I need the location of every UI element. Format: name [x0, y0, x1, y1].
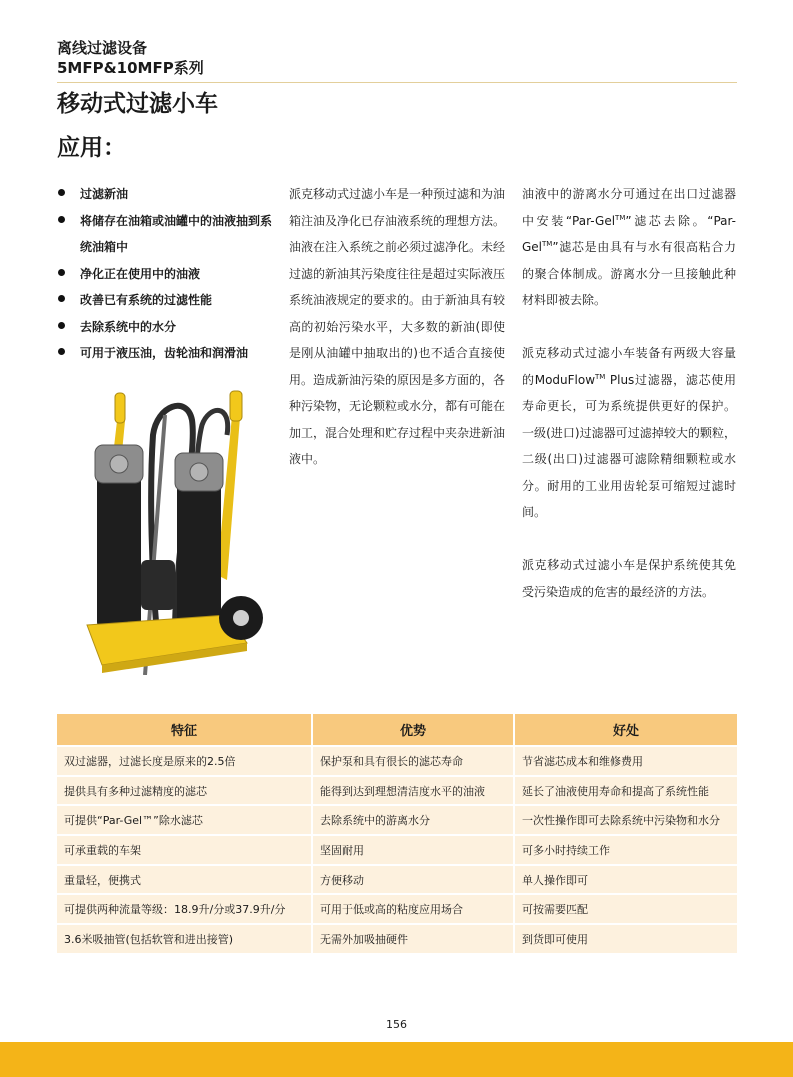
- header-divider: [57, 82, 737, 83]
- table-row: [57, 865, 737, 895]
- table-cell: 到货即可使用: [514, 924, 737, 954]
- column-header: 好处: [514, 714, 737, 746]
- list-item: 将储存在油箱或油罐中的油液抽到系统油箱中: [57, 208, 282, 261]
- table-row: [57, 924, 737, 954]
- header-category: 离线过滤设备: [57, 39, 148, 57]
- section-heading: 应用：: [57, 135, 126, 161]
- table-cell: 能得到达到理想清洁度水平的油液: [312, 776, 514, 806]
- table-cell: 无需外加吸抽硬件: [312, 924, 514, 954]
- details-column: [522, 181, 736, 605]
- table-cell: 保护泵和具有很长的滤芯寿命: [312, 746, 514, 776]
- table-row: [57, 776, 737, 806]
- table-cell: 可多小时持续工作: [514, 835, 737, 865]
- table-row: [57, 805, 737, 835]
- table-row: [57, 835, 737, 865]
- header-series: 5MFP&10MFP系列: [57, 59, 204, 77]
- moduflow-paragraph: 派克移动式过滤小车装备有两级大容量的ModuFlow™ Plus过滤器，滤芯使用寿命更长，可为系统提供更好的保护。一级(进口)过滤器可过滤掉较大的颗粒，二级(出口)过滤器可滤除精细颗粒或水分。耐用的工业用齿轮泵可缩短过滤时间。: [522, 346, 737, 519]
- table-cell: 坚固耐用: [312, 835, 514, 865]
- table-cell: 3.6米吸抽管(包括软管和进出接管): [57, 924, 312, 954]
- page-number: 156: [386, 1018, 407, 1031]
- filter-cart-image: [57, 375, 282, 675]
- table-cell: 双过滤器，过滤长度是原来的2.5倍: [57, 746, 312, 776]
- page-title: 移动式过滤小车: [57, 91, 218, 117]
- table-cell: 可提供两种流量等级：18.9升/分或37.9升/分: [57, 894, 312, 924]
- list-item: 可用于液压油，齿轮油和润滑油: [57, 340, 282, 367]
- list-item: 过滤新油: [57, 181, 282, 208]
- column-header: 特征: [57, 714, 312, 746]
- table-row: [57, 746, 737, 776]
- table-cell: 可按需要匹配: [514, 894, 737, 924]
- list-item: 改善已有系统的过滤性能: [57, 287, 282, 314]
- footer-bar: [0, 1042, 793, 1077]
- application-list: [57, 181, 282, 367]
- table-cell: 提供具有多种过滤精度的滤芯: [57, 776, 312, 806]
- table-cell: 去除系统中的游离水分: [312, 805, 514, 835]
- table-cell: 可用于低或高的粘度应用场合: [312, 894, 514, 924]
- table-cell: 重量轻，便携式: [57, 865, 312, 895]
- list-item: 净化正在使用中的油液: [57, 261, 282, 288]
- summary-paragraph: 派克移动式过滤小车是保护系统使其免受污染造成的危害的最经济的方法。: [522, 558, 736, 599]
- feature-table: [57, 714, 737, 955]
- table-cell: 一次性操作即可去除系统中污染物和水分: [514, 805, 737, 835]
- table-cell: 节省滤芯成本和维修费用: [514, 746, 737, 776]
- table-cell: 可提供“Par-Gel™”除水滤芯: [57, 805, 312, 835]
- table-cell: 延长了油液使用寿命和提高了系统性能: [514, 776, 737, 806]
- pargel-paragraph: 油液中的游离水分可通过在出口过滤器中安装“Par-Gel™”滤芯去除。“Par-Gel™”滤芯是由具有与水有很高粘合力的聚合体制成。游离水分一旦接触此种材料即被去除。: [522, 187, 736, 307]
- intro-paragraph: 派克移动式过滤小车是一种预过滤和为油箱注油及净化已存油液系统的理想方法。油液在注入系统之前必须过滤净化。未经过滤的新油其污染度往往是超过实际液压系统油液规定的要求的。由于新油具有较高的初始污染水平，大多数的新油(即使是刚从油罐中抽取出的)也不适合直接使用。造成新油污染的原因是多方面的，各种污染物，无论颗粒或水分，都有可能在加工，混合处理和贮存过程中夹杂进新油液中。: [289, 187, 506, 466]
- table-cell: 单人操作即可: [514, 865, 737, 895]
- list-item: 去除系统中的水分: [57, 314, 282, 341]
- intro-column: [289, 181, 505, 473]
- table-row: [57, 894, 737, 924]
- table-cell: 方便移动: [312, 865, 514, 895]
- table-cell: 可承重载的车架: [57, 835, 312, 865]
- column-header: 优势: [312, 714, 514, 746]
- table-header-row: [57, 714, 737, 746]
